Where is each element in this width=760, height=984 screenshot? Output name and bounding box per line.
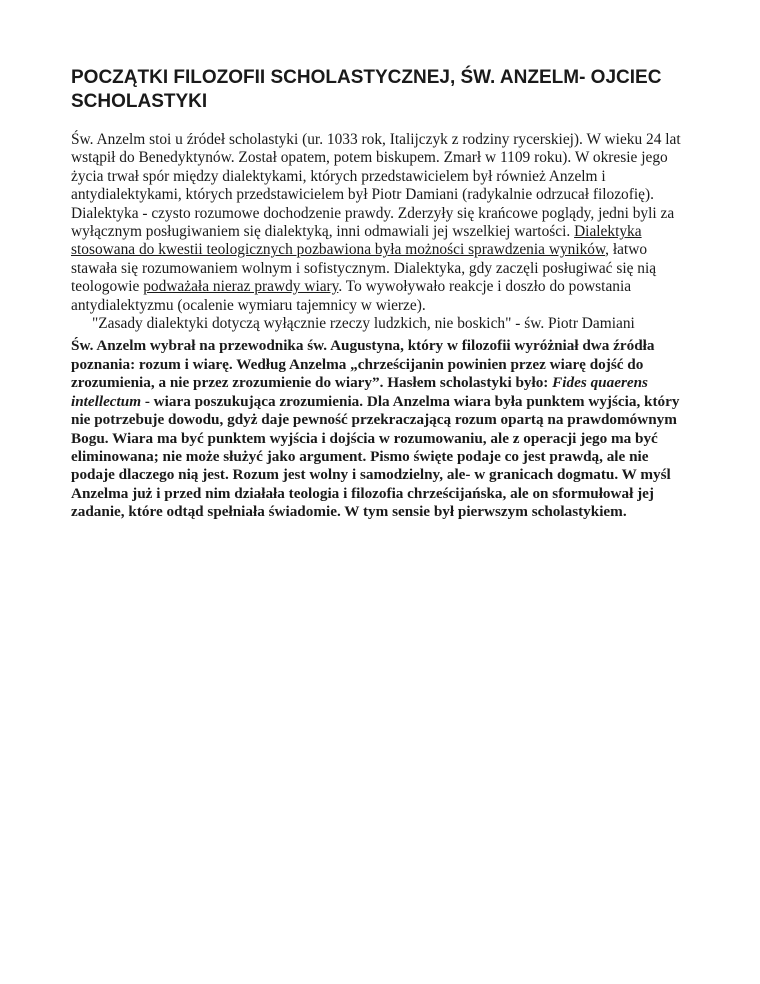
dialectics-paragraph — [71, 205, 696, 315]
damiani-quote: "Zasady dialektyki dotyczą wyłącznie rzeczy ludzkich, nie boskich" - św. Piotr Damiani — [92, 315, 635, 333]
dialectics-text-2: , łatwo stawała się rozumowaniem wolnym i sofistycznym. Dialektyka, gdy zaczęli posługiwać się nią teologowie — [71, 241, 657, 296]
dialectics-text-1: Dialektyka - czysto rozumowe dochodzenie prawdy. Zderzyły się krańcowe poglądy, jedni byli za wyłącznym posługiwaniem się dialektyką, inni odmawiali jej wszelkiej wartości. — [71, 204, 675, 241]
dialectics-underlined-1: Dialektyka stosowana do kwestii teologicznych pozbawiona była możności sprawdzenia wyników — [71, 223, 642, 259]
intro-paragraph: Św. Anzelm stoi u źródeł scholastyki (ur. 1033 rok, Italijczyk z rodziny rycerskiej). W wieku 24 lat wstąpił do Benedyktynów. Został opatem, potem biskupem. Zmarł w 1109 roku). W okresie jego życia trwał spór między dialektykami, których przedstawicielem był również Anzelm i antydialektykami, których przedstawicielem był Piotr Damiani (radykalnie odrzucał filozofię). — [71, 131, 681, 204]
anselm-latin-motto: Fides quaerens intellectum — [71, 374, 648, 410]
document-page — [71, 66, 696, 522]
document-title: POCZĄTKI FILOZOFII SCHOLASTYCZNEJ, ŚW. ANZELM- OJCIEC SCHOLASTYKI — [71, 67, 662, 112]
anselm-paragraph — [71, 337, 696, 521]
anselm-text-2: - wiara poszukująca zrozumienia. Dla Anzelma wiara była punktem wyjścia, który nie potrzebuje dowodu, gdyż daje pewność przekraczającą rozum opartą na prawdomównym Bogu. Wiara ma być punktem wyjścia i dojścia w rozumowaniu, ale z operacji jego ma być eliminowana; nie może służyć jako argument. Pismo święte podaje co jest prawdą, ale nie podaje dlaczego nią jest. Rozum jest wolny i samodzielny, ale- w granicach dogmatu. W myśl Anzelma już i przed nim działała teologia i filozofia chrześcijańska, ale on sformułował jej zadanie, które odtąd spełniała świadomie. W tym sensie był pierwszym scholastykiem. — [71, 392, 680, 521]
dialectics-text-3: . To wywoływało reakcje i doszło do powstania antydialektyzmu (ocalenie wymiaru tajemnicy w wierze). — [71, 278, 632, 314]
anselm-text-1: Św. Anzelm wybrał na przewodnika św. Augustyna, który w filozofii wyróżniał dwa źródła poznania: rozum i wiarę. Według Anzelma „chrześcijanin powinien przez wiarę dojść do zrozumienia, a nie przez zrozumienie do wiary”. Hasłem scholastyki było: — [71, 337, 655, 392]
dialectics-underlined-2: podważała nieraz prawdy wiary — [143, 278, 339, 296]
